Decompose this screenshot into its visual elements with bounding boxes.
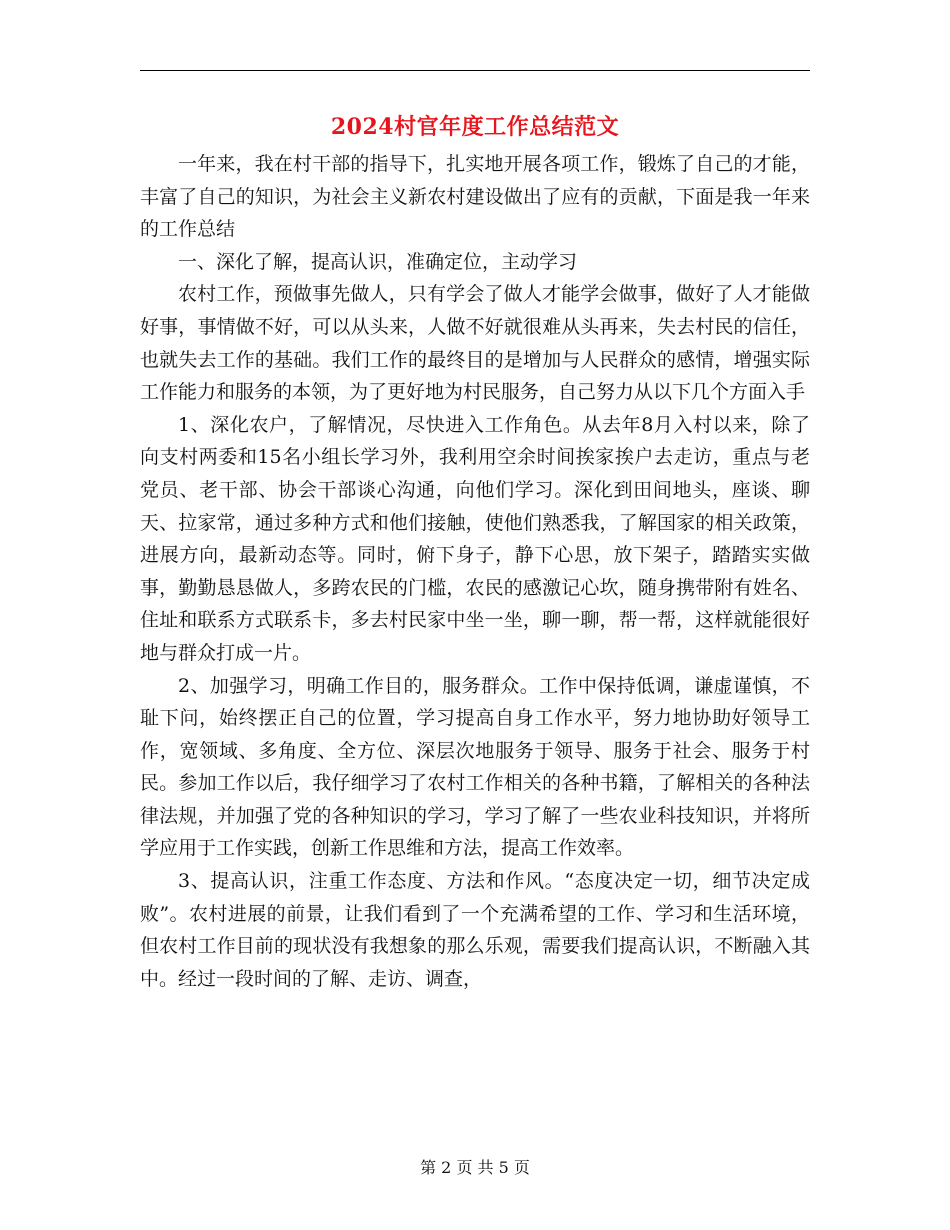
document-body xyxy=(140,148,810,995)
paragraph-section-1: 农村工作，预做事先做人，只有学会了做人才能学会做事，做好了人才能做好事，事情做不好，可以从头来，人做不好就很难从头再来，失去村民的信任，也就失去工作的基础。我们工作的最终目的是增加与人民群众的感情，增强实际工作能力和服务的本领，为了更好地为村民服务，自己努力从以下几个方面入手 xyxy=(140,283,810,404)
header-rule xyxy=(140,70,810,71)
paragraph-point-2: 2、加强学习，明确工作目的，服务群众。工作中保持低调，谦虚谨慎，不耻下问，始终摆正自己的位置，学习提高自身工作水平，努力地协助好领导工作，宽领域、多角度、全方位、深层次地服务于领导、服务于社会、服务于村民。参加工作以后，我仔细学习了农村工作相关的各种书籍，了解相关的各种法律法规，并加强了党的各种知识的学习，学习了解了一些农业科技知识，并将所学应用于工作实践，创新工作思维和方法，提高工作效率。 xyxy=(140,674,810,860)
paragraph-intro: 一年来，我在村干部的指导下，扎实地开展各项工作，锻炼了自己的才能，丰富了自己的知识，为社会主义新农村建设做出了应有的贡献，下面是我一年来的工作总结 xyxy=(140,153,810,241)
document-title: 2024村官年度工作总结范文 xyxy=(330,114,620,140)
page-footer: 第 2 页 共 5 页 xyxy=(420,1158,530,1177)
paragraph-point-1: 1、深化农户，了解情况，尽快进入工作角色。从去年8月入村以来，除了向支村两委和15名小组长学习外，我利用空余时间挨家挨户去走访，重点与老党员、老干部、协会干部谈心沟通，向他们学习。深化到田间地头，座谈、聊天、拉家常，通过多种方式和他们接触，使他们熟悉我，了解国家的相关政策，进展方向，最新动态等。同时，俯下身子，静下心思，放下架子，踏踏实实做事，勤勤恳恳做人，多跨农民的门槛，农民的感激记心坎，随身携带附有姓名、住址和联系方式联系卡，多去村民家中坐一坐，聊一聊，帮一帮，这样就能很好地与群众打成一片。 xyxy=(140,413,810,664)
section-heading-1: 一、深化了解，提高认识，准确定位，主动学习 xyxy=(178,250,578,273)
paragraph-point-3: 3、提高认识，注重工作态度、方法和作风。“态度决定一切，细节决定成败”。农村进展的前景，让我们看到了一个充满希望的工作、学习和生活环境，但农村工作目前的现状没有我想象的那么乐观，需要我们提高认识，不断融入其中。经过一段时间的了解、走访、调查， xyxy=(140,870,810,990)
